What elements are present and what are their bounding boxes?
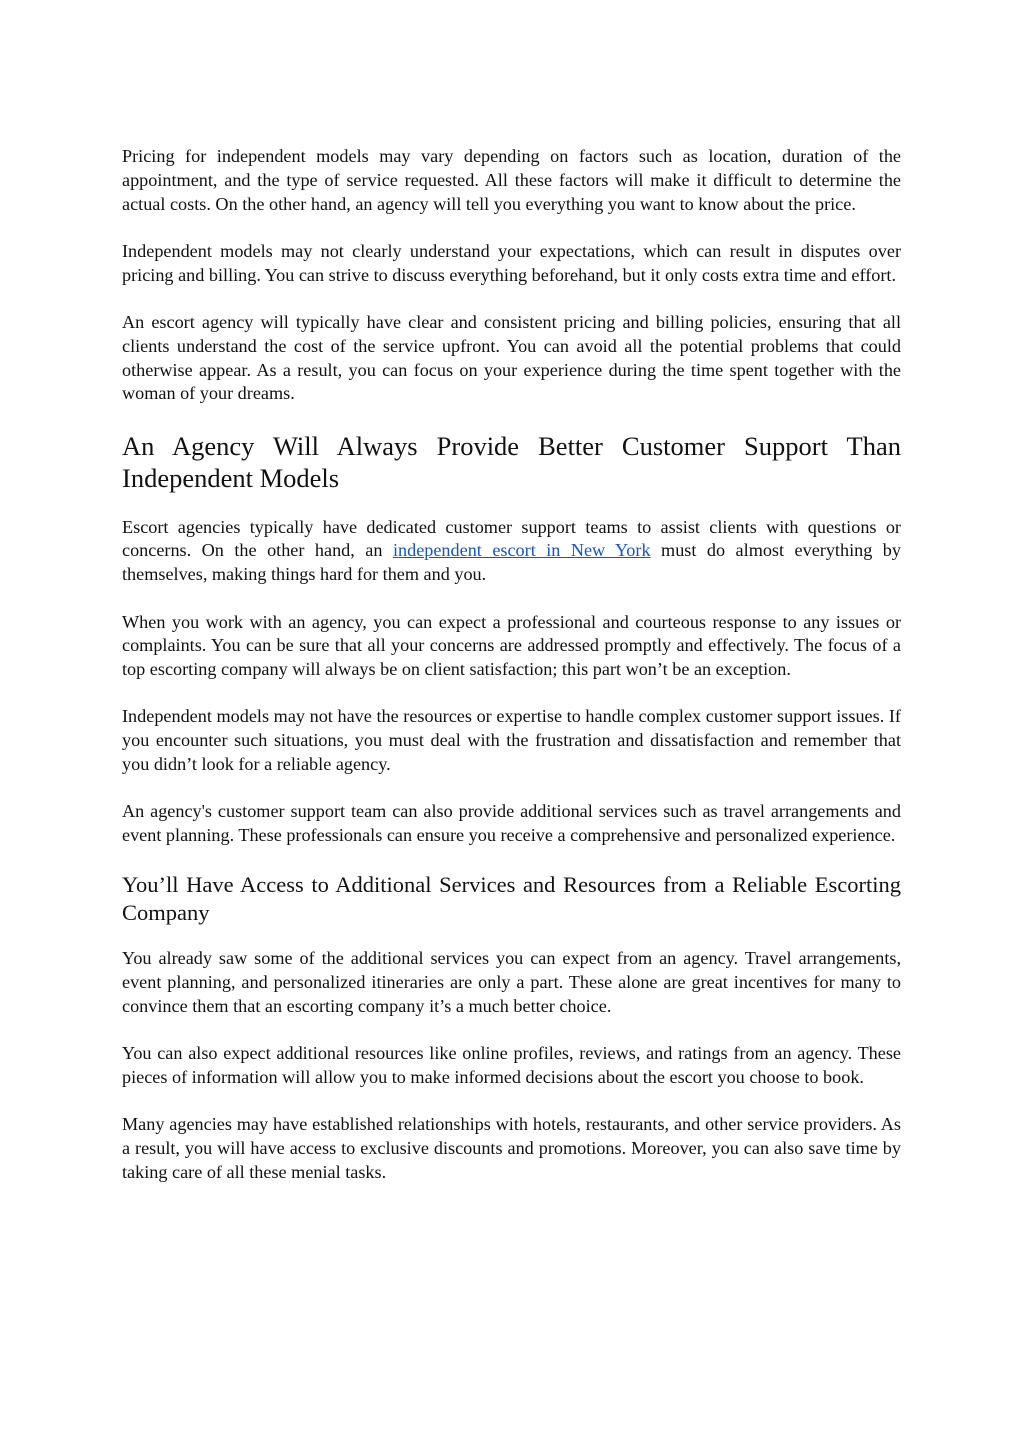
heading-additional-services: You’ll Have Access to Additional Services and Resources from a Reliable Escorting Company [122, 872, 901, 926]
paragraph-additional-resources: You can also expect additional resources like online profiles, reviews, and ratings from an agency. These pieces of information will allow you to make informed decisions about the escort you choose to book. [122, 1043, 901, 1088]
paragraph-agency-response: When you work with an agency, you can expect a professional and courteous response to any issues or complaints. You can be sure that all your concerns are addressed promptly and effectively. The focus of a top escorting company will always be on client satisfaction; this part won’t be an exception. [122, 611, 901, 680]
paragraph-independent-expectations: Independent models may not clearly understand your expectations, which can result in disputes over pricing and billing. You can strive to discuss everything beforehand, but it only costs extra time and effort. [122, 240, 901, 285]
paragraph-support-additional: An agency's customer support team can also provide additional services such as travel arrangements and event planning. These professionals can ensure you receive a comprehensive and personalized experience. [122, 801, 901, 846]
paragraph-support-teams-text-after: must do almost everything by themselves, making things hard for them and you. [122, 540, 901, 585]
paragraph-agency-pricing: An escort agency will typically have clear and consistent pricing and billing policies, ensuring that all clients understand the cost of the service upfront. You can avoid all the potential problems that could otherwise appear. As a result, you can focus on your experience during the time spent together with the woman of your dreams. [122, 311, 901, 404]
independent-escort-link[interactable]: independent escort in New York [392, 540, 651, 561]
paragraph-support-teams-text-before: Escort agencies typically have dedicated customer support teams to assist clients with questions or concerns. On the other hand, an [122, 516, 901, 561]
document-page [122, 145, 901, 1208]
paragraph-pricing-factors: Pricing for independent models may vary depending on factors such as location, duration of the appointment, and the type of service requested. All these factors will make it difficult to determine the actual costs. On the other hand, an agency will tell you everything you want to know about the price. [122, 146, 901, 214]
paragraph-independent-resources: Independent models may not have the resources or expertise to handle complex customer support issues. If you encounter such situations, you must deal with the frustration and dissatisfaction and remember that you didn’t look for a reliable agency. [122, 706, 901, 775]
paragraph-relationships: Many agencies may have established relationships with hotels, restaurants, and other service providers. As a result, you will have access to exclusive discounts and promotions. Moreover, you can also save time by taking care of all these menial tasks. [122, 1114, 901, 1183]
paragraph-support-teams [122, 516, 901, 587]
paragraph-services-seen: You already saw some of the additional services you can expect from an agency. Travel arrangements, event planning, and personalized itineraries are only a part. These alone are great incentives for many to convince them that an escorting company it’s a much better choice. [122, 948, 901, 1017]
heading-customer-support: An Agency Will Always Provide Better Customer Support Than Independent Models [122, 430, 901, 493]
